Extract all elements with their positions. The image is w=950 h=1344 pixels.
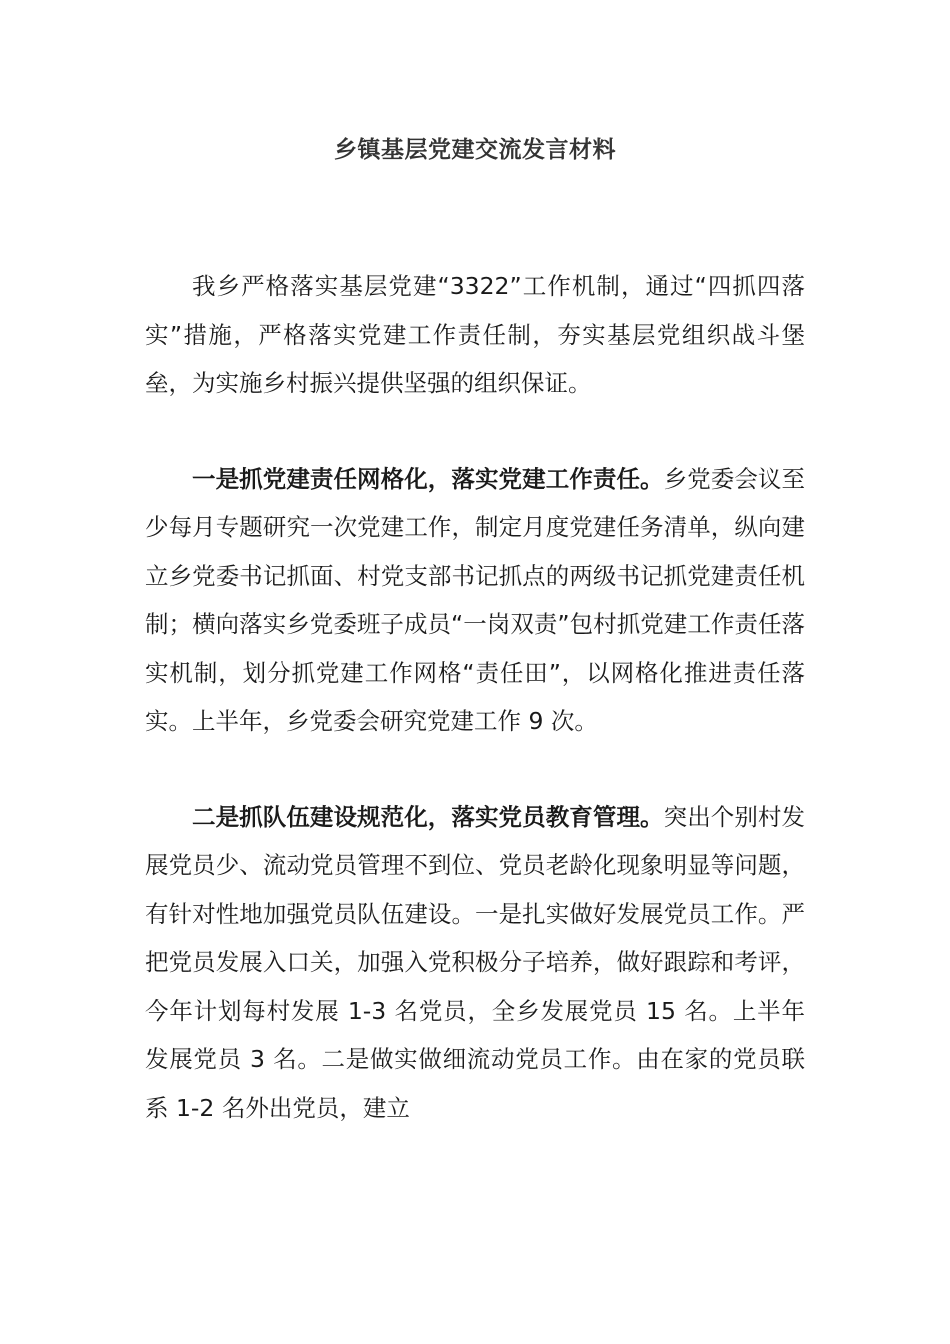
paragraph-lead: 二是抓队伍建设规范化，落实党员教育管理。 [192, 802, 664, 831]
paragraph-text: 乡党委会议至少每月专题研究一次党建工作，制定月度党建任务清单，纵向建立乡党委书记抓面、村党支部书记抓点的两级书记抓党建责任机制；横向落实乡党委班子成员“一岗双责”包村抓党建工作责任落实机制，划分抓党建工作网格“责任田”，以网格化推进责任落实。上半年，乡党委会研究党建工作 9 次。 [145, 464, 806, 735]
paragraph-text: 突出个别村发展党员少、流动党员管理不到位、党员老龄化现象明显等问题，有针对性地加强党员队伍建设。一是扎实做好发展党员工作。严把党员发展入口关，加强入党积极分子培养，做好跟踪和考评，今年计划每村发展 1-3 名党员，全乡发展党员 15 名。上半年发展党员 3 名。二是做实做细流动党员工作。由在家的党员联系 1-2 名外出党员，建立 [145, 802, 806, 1122]
document-title: 乡镇基层党建交流发言材料 [334, 137, 616, 163]
paragraph-lead: 一是抓党建责任网格化，落实党建工作责任。 [192, 464, 664, 493]
paragraph-intro [145, 262, 805, 408]
paragraph-text: 我乡严格落实基层党建“3322”工作机制，通过“四抓四落实”措施，严格落实党建工作责任制，夯实基层党组织战斗堡垒，为实施乡村振兴提供坚强的组织保证。 [145, 272, 805, 397]
document-body [145, 262, 805, 1179]
paragraph-point-one [145, 455, 805, 746]
paragraph-point-two [145, 793, 805, 1133]
